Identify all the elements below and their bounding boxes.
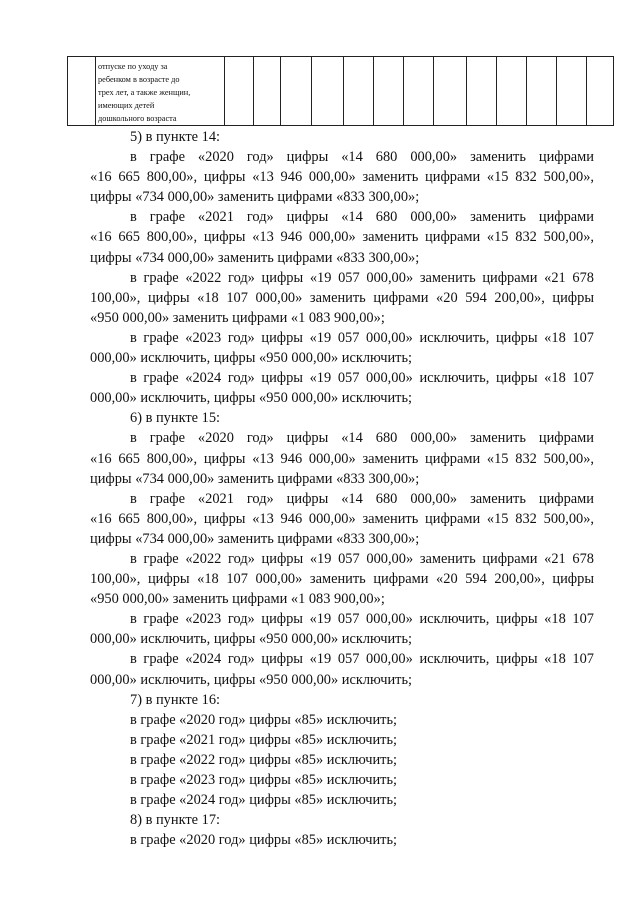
table-divider — [496, 57, 497, 125]
text-line: в графе «2023 год» цифры «85» исключить; — [130, 772, 398, 788]
text-line: в графе «2023 год» цифры «19 057 000,00» исключить, цифры «18 107 — [130, 329, 594, 346]
table-divider — [433, 57, 434, 125]
table-divider — [311, 57, 312, 125]
table-cell-line: дошкольного возраста — [98, 114, 177, 124]
table-divider — [466, 57, 467, 125]
table-cell-text — [98, 60, 226, 125]
text-line: 7) в пункте 16: — [130, 691, 221, 708]
table-divider — [280, 57, 281, 125]
text-line: в графе «2021 год» цифры «14 680 000,00» заменить цифрами — [130, 209, 594, 226]
text-line: «16 665 800,00», цифры «13 946 000,00» заменить цифрами «15 832 500,00», — [90, 229, 594, 246]
table-divider — [586, 57, 587, 125]
text-line: 6) в пункте 15: — [130, 410, 221, 427]
text-line: в графе «2024 год» цифры «85» исключить; — [130, 792, 398, 809]
table-divider — [526, 57, 527, 125]
text-line: «16 665 800,00», цифры «13 946 000,00» заменить цифрами «15 832 500,00», — [90, 169, 594, 186]
table-cell-line: отпуске по уходу за — [98, 62, 168, 71]
text-line: 100,00», цифры «18 107 000,00» заменить цифрами «20 594 200,00», цифры — [90, 289, 594, 306]
text-line: в графе «2020 год» цифры «14 680 000,00» заменить цифрами — [130, 430, 594, 447]
text-line: 000,00» исключить, цифры «950 000,00» исключить; — [90, 631, 413, 648]
text-line: в графе «2022 год» цифры «85» исключить; — [130, 751, 398, 768]
text-line: в графе «2023 год» цифры «19 057 000,00» исключить, цифры «18 107 — [130, 611, 594, 628]
table-cell-line: ребенком в возрасте до — [98, 75, 180, 85]
text-line: «950 000,00» заменить цифрами «1 083 900,00»; — [90, 309, 385, 326]
text-line: в графе «2020 год» цифры «14 680 000,00» заменить цифрами — [130, 149, 594, 166]
table-divider — [556, 57, 557, 125]
text-line: в графе «2024 год» цифры «19 057 000,00» исключить, цифры «18 107 — [130, 651, 594, 668]
table-divider — [343, 57, 344, 125]
text-line: в графе «2021 год» цифры «85» исключить; — [130, 731, 398, 748]
table-divider — [403, 57, 404, 125]
text-line: 000,00» исключить, цифры «950 000,00» исключить; — [90, 671, 413, 688]
text-line: цифры «734 000,00» заменить цифрами «833 300,00»; — [90, 470, 420, 487]
text-line: 8) в пункте 17: — [130, 812, 221, 829]
text-line: 000,00» исключить, цифры «950 000,00» исключить; — [90, 350, 413, 367]
text-line: в графе «2021 год» цифры «14 680 000,00» заменить цифрами — [130, 490, 594, 507]
document-body — [90, 127, 594, 850]
text-line: в графе «2022 год» цифры «19 057 000,00» заменить цифрами «21 678 — [130, 550, 594, 567]
text-line: в графе «2022 год» цифры «19 057 000,00» заменить цифрами «21 678 — [130, 269, 594, 286]
table-divider — [95, 57, 96, 125]
text-line: цифры «734 000,00» заменить цифрами «833 300,00»; — [90, 530, 420, 547]
text-line: «16 665 800,00», цифры «13 946 000,00» заменить цифрами «15 832 500,00», — [90, 510, 594, 527]
table-divider — [373, 57, 374, 125]
text-line: в графе «2020 год» цифры «85» исключить; — [130, 711, 398, 728]
text-line: 5) в пункте 14: — [130, 129, 221, 145]
text-line: «950 000,00» заменить цифрами «1 083 900,00»; — [90, 591, 385, 608]
table-cell-line: трех лет, а также женщин, — [98, 88, 191, 98]
table-divider — [253, 57, 254, 125]
text-line: 100,00», цифры «18 107 000,00» заменить цифрами «20 594 200,00», цифры — [90, 571, 594, 588]
text-line: в графе «2020 год» цифры «85» исключить; — [130, 832, 398, 849]
text-line: цифры «734 000,00» заменить цифрами «833 300,00»; — [90, 249, 420, 266]
text-line: 000,00» исключить, цифры «950 000,00» исключить; — [90, 390, 413, 407]
text-line: в графе «2024 год» цифры «19 057 000,00» исключить, цифры «18 107 — [130, 370, 594, 387]
table-fragment — [67, 56, 614, 126]
text-line: «16 665 800,00», цифры «13 946 000,00» заменить цифрами «15 832 500,00», — [90, 450, 594, 467]
table-cell-line: имеющих детей — [98, 101, 155, 111]
text-line: цифры «734 000,00» заменить цифрами «833 300,00»; — [90, 189, 420, 206]
